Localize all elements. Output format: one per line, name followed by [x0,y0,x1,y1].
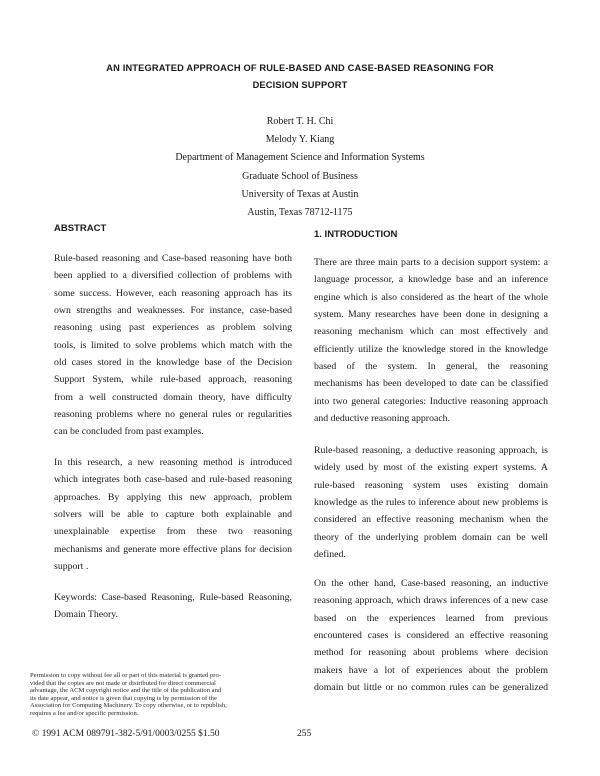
text-line: reasoning problems where no general rules or regularities [54,409,292,421]
text-line: Domain Theory. [54,609,118,621]
text-line: On the other hand, Case-based reasoning, an inductive [314,578,548,589]
text-line: support . [54,561,89,573]
text-line: reasoning using past experiences as problem solving [54,322,292,334]
text-line: based on the experiences learned from previous [314,612,548,624]
text-line: In this research, a new reasoning method is introduced [54,457,292,468]
footnote-line: Permission to copy without fee all or part of this material is granted pro- [30,672,221,679]
text-line: tools, is limited to solve problems which match with the [54,339,292,351]
affiliation-address: Austin, Texas 78712-1175 [247,207,353,219]
page-number: 255 [297,729,312,739]
text-line: into two general categories: Inductive reasoning approach [314,395,548,407]
text-line: reasoning approach, which draws inferences of a new case [314,595,548,607]
text-line: mechanisms and generate more effective plans for decision [54,543,292,555]
keywords-paragraph [54,589,292,624]
text-line: been applied to a diversified collection of problems with [54,270,292,282]
text-line: system. Many researches have been done in designing a [314,309,548,321]
footnote-line: advantage, the ACM copyright notice and the title of the publication and [30,687,222,695]
text-line: from a well constructed domain theory, have difficulty [54,391,292,403]
abstract-heading: ABSTRACT [54,223,107,234]
text-line: makers have a lot of experiences about the problem [314,664,548,676]
author-name: Melody Y. Kiang [265,134,335,146]
text-line: mechanisms has been developed to date can be classified [314,378,548,390]
introduction-paragraph-1 [314,254,548,427]
text-line: which integrates both case-based and rule-based reasoning [54,474,292,486]
author-name: Robert T. H. Chi [266,116,334,127]
text-line: encountered cases is considered an effective reasoning [314,630,548,642]
text-line: based of the system. In general, the reasoning [314,361,548,373]
text-line: and deductive reasoning approach. [314,413,451,425]
footnote-line: vided that the copies are not made or distributed for direct commercial [30,679,216,687]
text-line: method for reasoning about problems where decision [314,647,548,659]
text-line: theory of the underlying problem domain can be well [314,531,548,543]
title-line-1: AN INTEGRATED APPROACH OF RULE-BASED AND CASE-BASED REASONING FOR [106,63,494,73]
introduction-paragraph-3 [314,575,548,696]
text-line: considered an effective reasoning mechanism when the [314,514,548,526]
text-line: Support System, while rule-based approach, reasoning [54,374,292,386]
text-line: efficiently utilize the knowledge stored in the knowledge [314,343,548,355]
text-line: some success. However, each reasoning approach has its [54,287,292,299]
text-line: domain but little or no common rules can be generalized [314,682,548,694]
affiliation-department: Department of Management Science and Information Systems [175,152,425,164]
text-line: old cases stored in the knowledge base of the Decision [54,357,292,369]
footnote-line: requires a fee and/or specific permission. [30,709,139,717]
author-block [0,113,600,222]
affiliation-university: University of Texas at Austin [241,188,359,200]
title-line-2: DECISION SUPPORT [252,80,348,90]
text-line: reasoning mechanism which can most effectively and [314,326,548,338]
introduction-heading: 1. INTRODUCTION [314,229,398,240]
text-line: solvers will be able to capture both explainable and [54,509,292,521]
paper-title [0,60,600,94]
text-line: defined. [314,549,346,561]
text-line: Rule-based reasoning, a deductive reasoning approach, is [314,445,548,456]
text-line: engine which is also considered as the heart of the whole [314,291,548,303]
text-line: language processor, a knowledge base and an inference [314,274,548,286]
affiliation-school: Graduate School of Business [242,170,358,182]
text-line: unexplainable expertise from these two reasoning [54,526,292,538]
text-line: Rule-based reasoning and Case-based reasoning have both [54,253,292,264]
abstract-paragraph-1 [54,250,292,441]
introduction-paragraph-2 [314,442,548,563]
permission-footnote [30,672,292,718]
footnote-line: its date appear, and notice is given that copying is by permission of the [30,694,217,702]
text-line: There are three main parts to a decision support system: a [314,257,548,268]
text-line: widely used by most of the existing expert systems. A [314,462,548,474]
text-line: Keywords: Case-based Reasoning, Rule-based Reasoning, [54,592,292,603]
abstract-paragraph-2 [54,454,292,575]
copyright-notice: © 1991 ACM 089791-382-5/91/0003/0255 $1.50 [32,729,220,739]
text-line: can be concluded from past examples. [54,426,204,438]
text-line: approaches. By applying this new approach, problem [54,491,292,503]
text-line: rule-based reasoning system uses existing domain [314,479,548,491]
footnote-line: Association for Computing Machinery. To copy otherwise, or to republish, [30,702,227,710]
text-line: own strengths and weaknesses. For instance, case-based [54,305,292,317]
text-line: knowledge as the rules to inference about new problems is [314,497,548,509]
